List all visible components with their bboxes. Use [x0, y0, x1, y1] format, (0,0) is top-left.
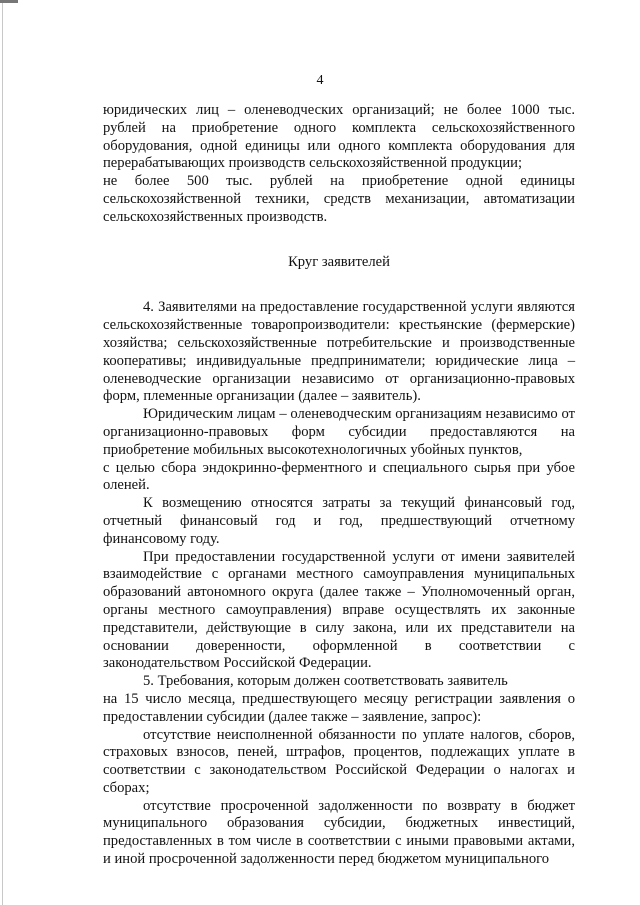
paragraph-raw-materials: с целью сбора эндокринно-ферментного и специального сырья при убое оленей. — [103, 459, 575, 494]
page-number: 4 — [316, 73, 324, 88]
paragraph-limits-legal-entities: юридических лиц – оленеводческих организаций; не более 1000 тыс. рублей на приобретение одного комплекта сельскохозяйственного оборудования, одной единицы или одного комплекта оборудования для перерабатывающих производств сельскохозяйственной продукции; — [103, 102, 575, 172]
paragraph-requirements-date: на 15 число месяца, предшествующего месяцу регистрации заявления о предоставлении субсидии (далее также – заявление, запрос): — [103, 690, 575, 725]
paragraph-representatives: При предоставлении государственной услуги от имени заявителей взаимодействие с органами местного самоуправления муниципальных образований автономного округа (далее также – Уполномоченный орган, органы местного самоуправления) вправе осуществлять их законные представители, действующие в силу закона, или их представители на основании доверенности, оформленной в соответствии с законодательством Российской Федерации. — [103, 548, 575, 672]
paragraph-reindeer-subsidies: Юридическим лицам – оленеводческим организациям независимо от организационно-правовых форм субсидии предоставляются на приобретение мобильных высокотехнологичных убойных пунктов, — [103, 406, 575, 458]
paragraph-limits-machinery: не более 500 тыс. рублей на приобретение одной единицы сельскохозяйственной техники, средств механизации, автоматизации сельскохозяйственных производств. — [103, 173, 575, 225]
scan-top-mark — [0, 0, 18, 3]
paragraph-no-tax-debt: отсутствие неисполненной обязанности по уплате налогов, сборов, страховых взносов, пеней, штрафов, процентов, подлежащих уплате в соответствии с законодательством Российской Федерации о налогах и сборах; — [103, 726, 575, 796]
paragraph-reimbursement: К возмещению относятся затраты за текущий финансовый год, отчетный финансовый год и год, предшествующий отчетному финансовому году. — [103, 495, 575, 547]
document-body — [103, 102, 575, 869]
scan-left-edge — [2, 0, 3, 905]
paragraph-5-requirements: 5. Требования, которым должен соответствовать заявитель — [143, 673, 508, 690]
paragraph-no-overdue-debt: отсутствие просроченной задолженности по возврату в бюджет муниципального образования субсидии, бюджетных инвестиций, предоставленных в том числе в соответствии с иными правовыми актами, и иной просроченной задолженности перед бюджетом муниципального — [103, 797, 575, 868]
section-heading-applicants: Круг заявителей — [288, 253, 390, 270]
paragraph-4-applicants: 4. Заявителями на предоставление государственной услуги являются сельскохозяйственные товаропроизводители: крестьянские (фермерские) хозяйства; сельскохозяйственные потребительские и производственные кооперативы; индивидуальные предприниматели; юридические лица – оленеводческие организации независимо от организационно-правовых форм, племенные организации (далее – заявитель). — [103, 299, 575, 405]
